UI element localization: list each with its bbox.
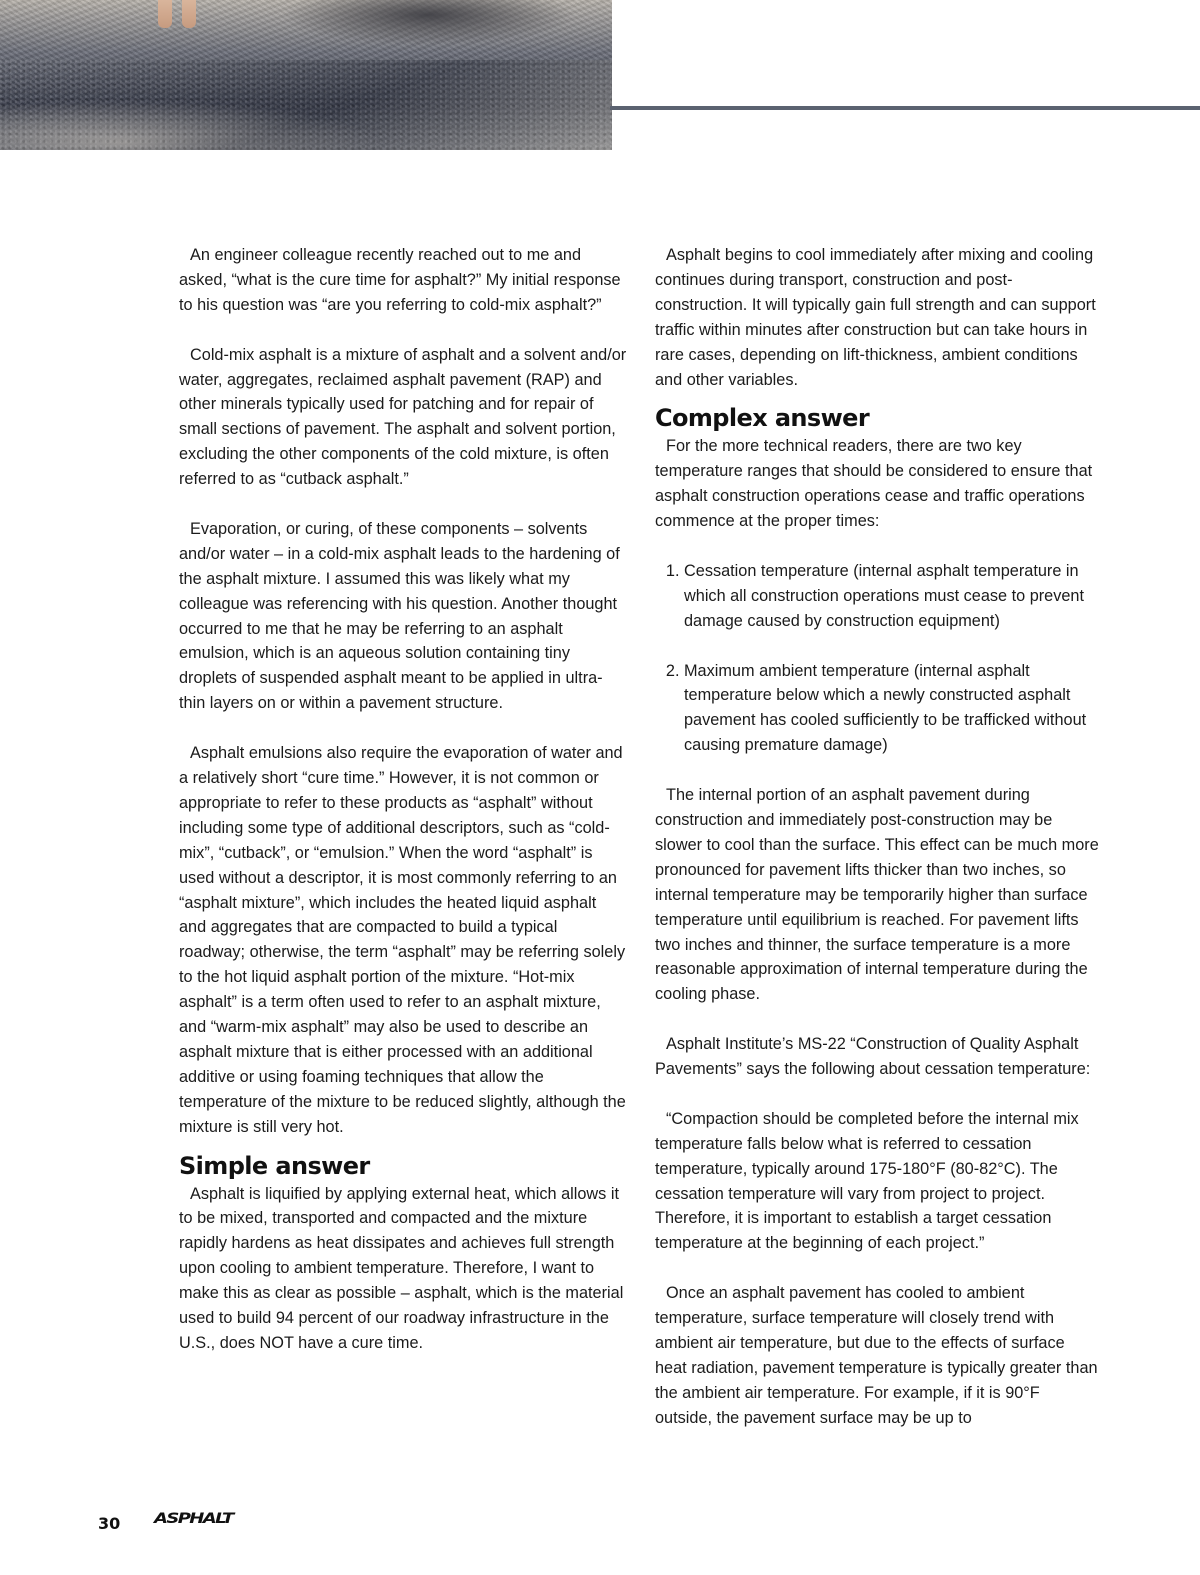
hero-photo-asphalt bbox=[0, 0, 612, 150]
left-paragraph-2: Cold-mix asphalt is a mixture of asphalt and a solvent and/or water, aggregates, reclaimed asphalt pavement (RAP) and other minerals typically used for patching and for repair of small sections of pavement. The asphalt and solvent portion, excluding the other components of the cold mixture, is often referred to as “cutback asphalt.” bbox=[179, 345, 627, 489]
temperature-list bbox=[655, 559, 1100, 758]
heading-simple-answer: Simple answer bbox=[179, 1151, 370, 1180]
hero-photo-leg-left bbox=[158, 0, 172, 28]
magazine-logo: ASPHALT bbox=[154, 1510, 233, 1527]
right-paragraph-6: Once an asphalt pavement has cooled to ambient temperature, surface temperature will closely trend with ambient air temperature, but due to the effects of surface heat radiation, pavement temperature is typically greater than the ambient air temperature. For example, if it is 90°F outside, the pavement surface may be up to bbox=[655, 1284, 1098, 1427]
left-paragraph-3: Evaporation, or curing, of these components – solvents and/or water – in a cold-mix asphalt leads to the hardening of the asphalt mixture. I assumed this was likely what my colleague was referencing with his question. Another thought occurred to me that he may be referring to an asphalt emulsion, which is an aqueous solution containing tiny droplets of suspended asphalt meant to be applied in ultra-thin layers on or within a pavement structure. bbox=[179, 519, 620, 713]
list-item-max-ambient: 2. Maximum ambient temperature (internal asphalt temperature below which a newly constructed asphalt pavement has cooled sufficiently to be trafficked without causing premature damage) bbox=[684, 659, 1100, 759]
list-item-cessation: 1. Cessation temperature (internal asphalt temperature in which all construction operations must cease to prevent damage caused by construction equipment) bbox=[684, 559, 1100, 634]
right-column bbox=[655, 243, 1100, 1455]
header-rule bbox=[610, 106, 1200, 110]
right-paragraph-5: “Compaction should be completed before the internal mix temperature falls below what is referred to cessation temperature, typically around 175-180°F (80-82°C). The cessation temperature will vary from project to project. Therefore, it is important to establish a target cessation temperature at the beginning of each project.” bbox=[655, 1109, 1079, 1253]
right-paragraph-1: Asphalt begins to cool immediately after mixing and cooling continues during transport, construction and post-construction. It will typically gain full strength and can support traffic within minutes after construction but can take hours in rare cases, depending on lift-thickness, ambient conditions and other variables. bbox=[655, 246, 1096, 389]
page-number: 30 bbox=[98, 1514, 121, 1533]
hero-photo-gravel bbox=[0, 60, 612, 150]
right-paragraph-2: For the more technical readers, there are two key temperature ranges that should be considered to ensure that asphalt construction operations cease and traffic operations commence at the proper times: bbox=[655, 437, 1093, 531]
right-paragraph-4: Asphalt Institute’s MS-22 “Construction of Quality Asphalt Pavements” says the following about cessation temperature: bbox=[655, 1035, 1091, 1079]
left-paragraph-1: An engineer colleague recently reached out to me and asked, “what is the cure time for asphalt?” My initial response to his question was “are you referring to cold-mix asphalt?” bbox=[179, 246, 621, 314]
left-paragraph-4: Asphalt emulsions also require the evaporation of water and a relatively short “cure time.” However, it is not common or appropriate to refer to these products as “asphalt” without including some type of additional descriptors, such as “cold-mix”, “cutback”, or “emulsion.” When the word “asphalt” is used without a descriptor, it is most commonly referring to an “asphalt mixture”, which includes the heated liquid asphalt and aggregates that are compacted to build a typical roadway; otherwise, the term “asphalt” may be referring solely to the hot liquid asphalt portion of the mixture. “Hot-mix asphalt” is a term often used to refer to an asphalt mixture, and “warm-mix asphalt” may also be used to describe an asphalt mixture that is either processed with an additional additive or using foaming techniques that allow the temperature of the mixture to be reduced slightly, although the mixture is still very hot. bbox=[179, 744, 626, 1136]
left-column bbox=[179, 243, 627, 1381]
heading-complex-answer: Complex answer bbox=[655, 404, 870, 433]
right-paragraph-3: The internal portion of an asphalt pavement during construction and immediately post-construction may be slower to cool than the surface. This effect can be much more pronounced for pavement lifts thicker than two inches, so internal temperature may be temporarily higher than surface temperature until equilibrium is reached. For pavement lifts two inches and thinner, the surface temperature is a more reasonable approximation of internal temperature during the cooling phase. bbox=[655, 786, 1099, 1004]
left-paragraph-5: Asphalt is liquified by applying external heat, which allows it to be mixed, transported and compacted and the mixture rapidly hardens as heat dissipates and achieves full strength upon cooling to ambient temperature. Therefore, I want to make this as clear as possible – asphalt, which is the material used to build 94 percent of our roadway infrastructure in the U.S., does NOT have a cure time. bbox=[179, 1184, 624, 1353]
hero-photo-leg-right bbox=[182, 0, 196, 28]
